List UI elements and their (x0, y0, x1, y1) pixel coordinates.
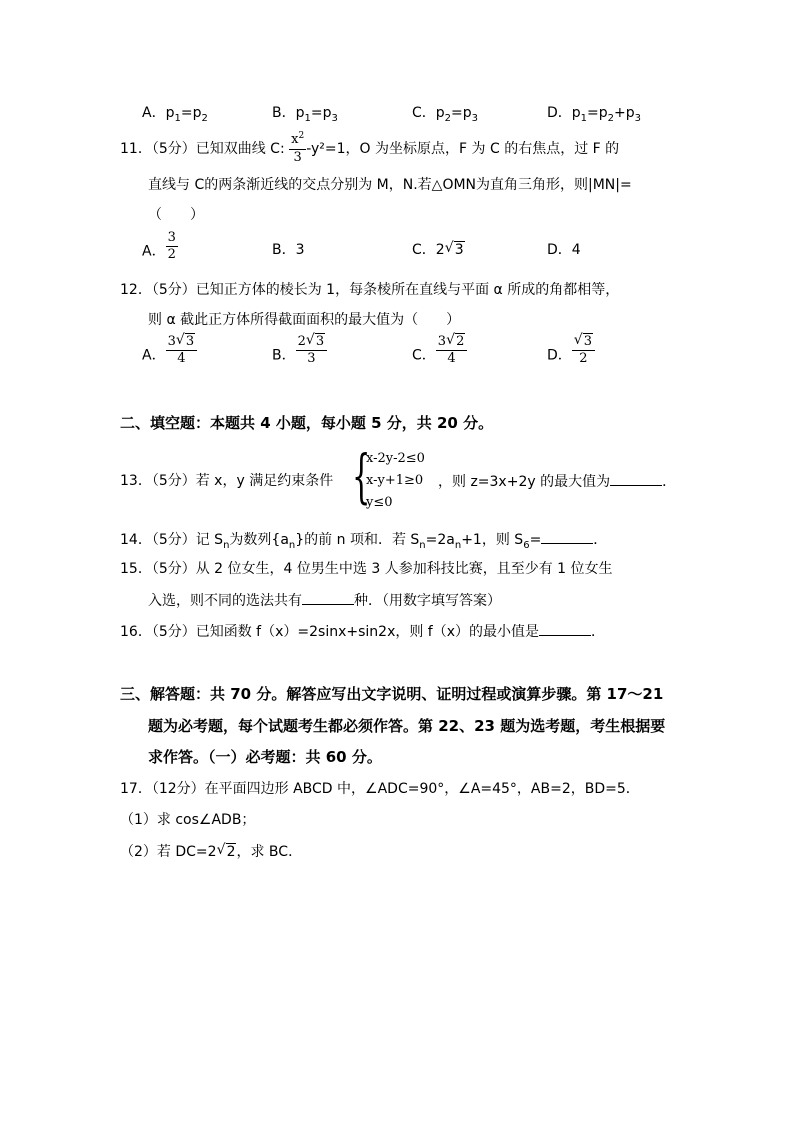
question-number: 15． (120, 561, 152, 577)
answer-blank[interactable] (302, 590, 354, 605)
constraint-3: y≤0 (366, 495, 393, 510)
q17-part2: （2）若 DC=2 √ 2，求 BC． (120, 842, 303, 860)
question-number: 17． (120, 781, 152, 797)
section-heading-answer-line3: 求作答。（一）必考题：共 60 分。 (148, 748, 382, 766)
question-number: 13． (120, 473, 152, 489)
section-heading-answer-line1: 三、解答题：共 70 分。解答应写出文字说明、证明过程或演算步骤。第 17～21 (120, 685, 664, 703)
q11-line3: （ ） (148, 207, 204, 223)
q17-line1: 17．（12分）在平面四边形 ABCD 中，∠ADC=90°，∠A=45°，AB=2，BD=5． (120, 781, 640, 797)
q15-line1: 15．（5分）从 2 位女生，4 位男生中选 3 人参加科技比赛，且至少有 1 位女生 (120, 561, 613, 577)
q12-option-b: B． 2 √ 3 3 (272, 344, 327, 367)
q10-option-a: A．$p_1=p_2$ (142, 105, 208, 124)
answer-blank[interactable] (610, 471, 662, 486)
q17-part1: （1）求 cos∠ADB； (120, 812, 256, 828)
constraint-2: x-y+1≥0 (366, 473, 424, 488)
fraction: $\frac{x^2}{3}$ (291, 131, 305, 165)
q12-line1: 12．（5分）已知正方体的棱长为 1，每条棱所在直线与平面 α 所成的角都相等， (120, 282, 620, 298)
q11-line2: 直线与 C的两条渐近线的交点分别为 M，N.若△OMN为直角三角形，则|MN|= (148, 177, 632, 193)
q12-option-a: A． 3 √ 3 4 (142, 344, 197, 367)
q10-option-b: B．$p_1=p_3$ (272, 105, 338, 124)
q10-option-d: D．$p_1=p_2+p_3$ (547, 105, 642, 124)
brace-icon: { (352, 442, 371, 510)
q11-line1: 11．（5分）已知双曲线 C: $\frac{x^2}{3}$ -y²=1，O 为坐标原点，F 为 C 的右焦点，过 F 的 (120, 131, 620, 165)
q11-option-b: B．3 (272, 242, 305, 258)
q15-line2: 入选，则不同的选法共有 种．（用数字填写答案） (148, 590, 501, 611)
q11-option-a: A． $\frac{3}{2}$ (142, 230, 176, 262)
q11-option-d: D．4 (547, 242, 581, 258)
q16-line: 16．（5分）已知函数 f（x）=2sinx+sin2x，则 f（x）的最小值是 ． (120, 621, 605, 642)
q12-option-d: D． √ 3 2 (547, 344, 595, 367)
answer-blank[interactable] (541, 529, 593, 544)
answer-blank[interactable] (539, 621, 591, 636)
question-number: 16． (120, 624, 152, 640)
q11-option-c: C．2 √ 3 (412, 240, 464, 258)
q13-text-a: 13．（5分）若 x，y 满足约束条件 (120, 473, 334, 489)
q13-text-b: ，则 z=3x+2y 的最大值为 ． (438, 471, 676, 492)
q14-line: 14．（5分）记 $S_n$为数列$\{a_n\}$的前 n 项和．若 $S_n=2a_n+1$，则 $S_6=$ ． (120, 529, 607, 552)
section-heading-fill-in: 二、填空题：本题共 4 小题，每小题 5 分，共 20 分。 (120, 414, 494, 432)
q12-line2: 则 α 截此正方体所得截面面积的最大值为（ ） (148, 312, 461, 328)
question-number: 14． (120, 532, 152, 548)
section-heading-answer-line2: 题为必考题，每个试题考生都必须作答。第 22、23 题为选考题，考生根据要 (148, 717, 666, 735)
question-number: 11． (120, 141, 152, 157)
question-number: 12． (120, 282, 152, 298)
constraint-1: x-2y-2≤0 (366, 451, 425, 466)
q12-option-c: C． 3 √ 2 4 (412, 344, 467, 367)
q10-option-c: C．$p_2=p_3$ (412, 105, 479, 124)
